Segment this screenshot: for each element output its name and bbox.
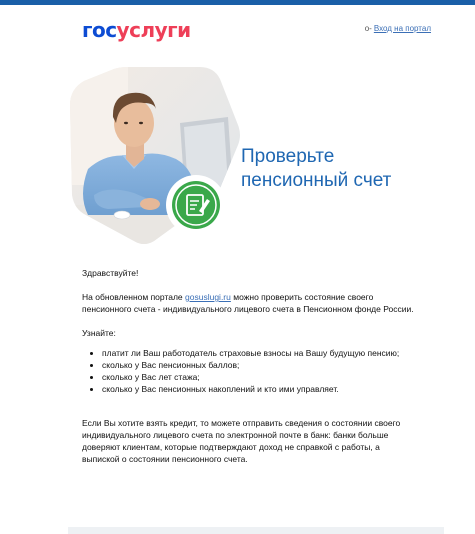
hero-title-line-1: Проверьте: [241, 146, 335, 167]
intro-paragraph: [82, 291, 417, 315]
greeting: Здравствуйте!: [82, 268, 139, 278]
gosuslugi-logo[interactable]: [82, 19, 191, 41]
logo-part-uslugi: услуги: [116, 18, 191, 42]
email-body: [82, 267, 417, 465]
credit-paragraph: Если Вы хотите взять кредит, то можете отправить сведения о состоянии своего индивидуального лицевого счета по электронной почте в банк: банки больше доверяют клиентам, которые подтверждают доход не справкой с работы, а выпиской о состоянии пенсионного счета.: [82, 418, 401, 464]
hero-banner: [0, 55, 475, 255]
benefits-list: [82, 347, 417, 395]
intro-text-end: можно проверить состояние своего пенсионного счета - индивидуального лицевого счета в Пенсионном фонде России.: [82, 292, 414, 314]
logo-part-gos: гос: [82, 18, 117, 42]
hero-title-line-2: пенсионный счет: [241, 170, 392, 191]
list-item: • сколько у Вас пенсионных баллов;: [102, 359, 417, 371]
login-link-label: Вход на портал: [373, 24, 431, 33]
hero-title: [241, 145, 391, 193]
list-item: • платит ли Ваш работодатель страховые взносы на Вашу будущую пенсию;: [102, 347, 417, 359]
hero-photo: [68, 65, 240, 245]
document-edit-icon: [166, 175, 226, 235]
intro-text-start: На обновленном портале: [82, 292, 186, 302]
key-icon: o-: [364, 24, 372, 33]
footer-band: [68, 527, 444, 534]
list-item: • сколько у Вас лет стажа;: [102, 371, 417, 383]
list-item: • сколько у Вас пенсионных накоплений и кто ими управляет.: [102, 383, 417, 395]
gosuslugi-link[interactable]: gosuslugi.ru: [185, 292, 231, 302]
man-with-laptop-photo: [68, 65, 240, 245]
learn-label: Узнайте:: [82, 328, 116, 338]
login-link[interactable]: [365, 24, 431, 33]
email-header: [0, 5, 475, 55]
